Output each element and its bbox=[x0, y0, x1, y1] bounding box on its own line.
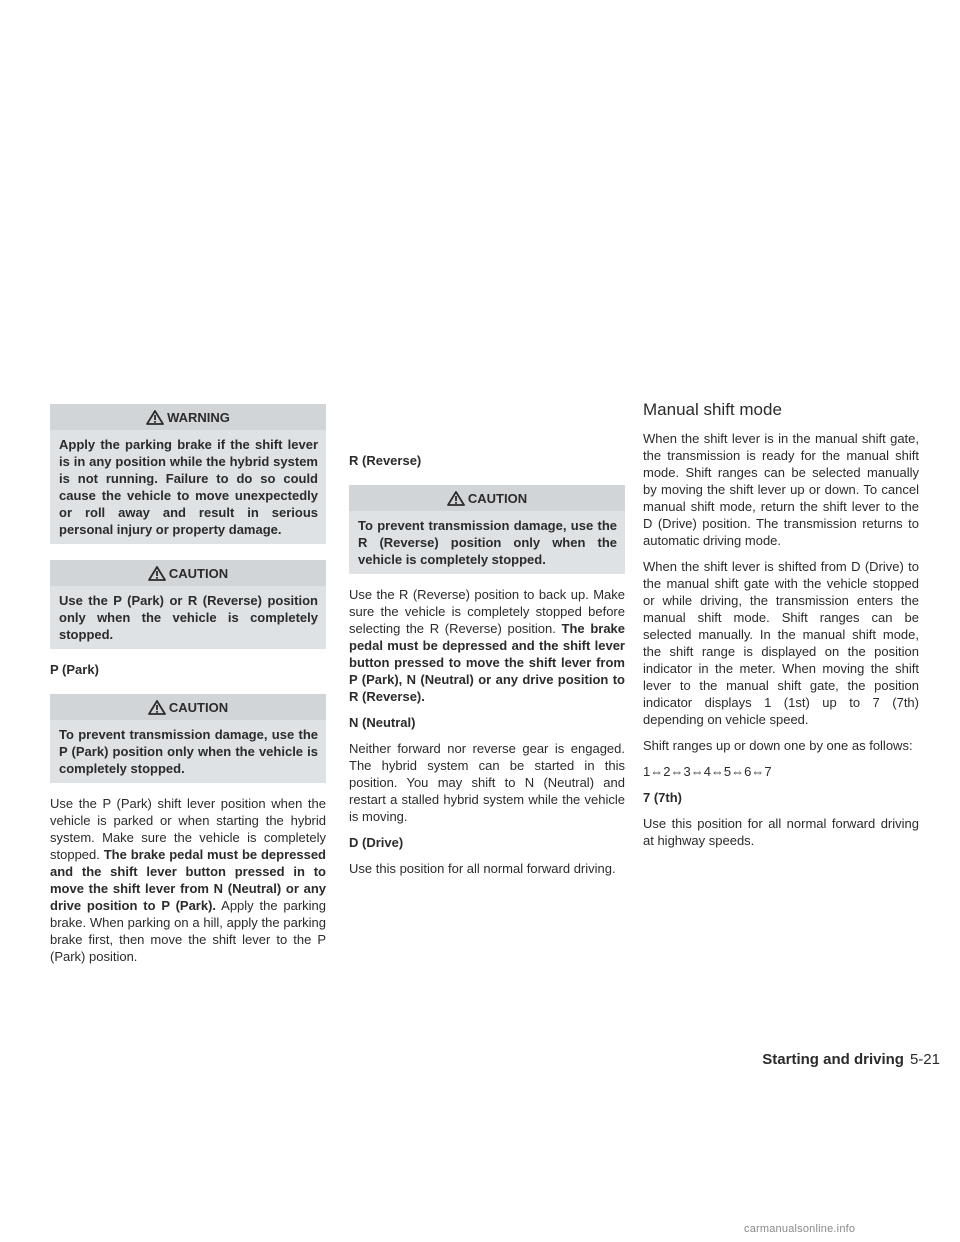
park-paragraph bbox=[50, 795, 326, 965]
column-left bbox=[50, 404, 326, 974]
warning-triangle-icon bbox=[447, 491, 465, 506]
seventh-paragraph: Use this position for all normal forward driving at highway speeds. bbox=[643, 816, 919, 848]
reverse-paragraph bbox=[349, 586, 625, 705]
column-middle bbox=[349, 452, 625, 886]
neutral-paragraph: Neither forward nor reverse gear is engaged. The hybrid system can be started in this position. You may shift to N (Neutral) and restart a stalled hybrid system while the vehicle is moving. bbox=[349, 741, 625, 824]
warning-header bbox=[50, 404, 326, 430]
warning-triangle-icon bbox=[148, 566, 166, 581]
neutral-heading: N (Neutral) bbox=[349, 715, 416, 730]
reverse-heading: R (Reverse) bbox=[349, 453, 422, 468]
caution-body: To prevent transmission damage, use the R (Reverse) position only when the vehicle is completely stopped. bbox=[358, 518, 617, 567]
caution-header bbox=[50, 694, 326, 720]
drive-paragraph: Use this position for all normal forward driving. bbox=[349, 861, 616, 876]
watermark: carmanualsonline.info bbox=[744, 1223, 856, 1235]
caution-box bbox=[50, 694, 326, 783]
caution-title: CAUTION bbox=[467, 490, 528, 506]
manual-paragraph-1: When the shift lever is in the manual shift gate, the transmission is ready for the manual shift mode. Shift ranges can be selected manually by moving the shift lever up or down. To cancel manual shift mode, return the shift lever to the D (Drive) position. The transmission returns to automatic driving mode. bbox=[643, 431, 919, 548]
shift-sequence: 1⇔2⇔3⇔4⇔5⇔6⇔7 bbox=[643, 764, 772, 779]
caution-body: Use the P (Park) or R (Reverse) position only when the vehicle is completely stopped. bbox=[59, 593, 318, 642]
reverse-text: Use the R (Reverse) position to back up. Make sure the vehicle is completely stopped before selecting the R (Reverse) position. bbox=[349, 587, 625, 636]
seventh-heading: 7 (7th) bbox=[643, 790, 682, 805]
page-footer bbox=[750, 1050, 940, 1070]
park-text-bold: The brake pedal must be depressed and the shift lever button pressed in to move the shift lever from N (Neutral) or any drive position to P (Park). bbox=[50, 847, 326, 913]
caution-header bbox=[349, 485, 625, 511]
column-right bbox=[643, 400, 919, 858]
caution-title: CAUTION bbox=[168, 699, 229, 715]
page-number: 5-21 bbox=[909, 1051, 940, 1068]
footer-section: Starting and driving bbox=[762, 1051, 904, 1068]
manual-paragraph-3: Shift ranges up or down one by one as follows: bbox=[643, 738, 913, 753]
caution-box bbox=[50, 560, 326, 649]
warning-triangle-icon bbox=[146, 410, 164, 425]
warning-triangle-icon bbox=[148, 700, 166, 715]
caution-header bbox=[50, 560, 326, 586]
warning-body: Apply the parking brake if the shift lever is in any position while the hybrid system is not running. Failure to do so could cause the vehicle to move unexpectedly or roll away and result in serious personal injury or property damage. bbox=[59, 437, 318, 537]
caution-box bbox=[349, 485, 625, 574]
warning-title: WARNING bbox=[167, 409, 230, 425]
park-heading: P (Park) bbox=[50, 662, 99, 677]
park-text-continued: Apply the parking brake. When parking on a hill, apply the parking brake first, then move the shift lever to the P (Park) position. bbox=[50, 898, 326, 964]
section-title: Manual shift mode bbox=[643, 400, 782, 419]
caution-body: To prevent transmission damage, use the P (Park) position only when the vehicle is completely stopped. bbox=[59, 727, 318, 776]
park-text: Use the P (Park) shift lever position when the vehicle is parked or when starting the hybrid system. Make sure the vehicle is completely stopped. bbox=[50, 796, 326, 862]
drive-heading: D (Drive) bbox=[349, 835, 404, 850]
manual-paragraph-2: When the shift lever is shifted from D (Drive) to the manual shift gate with the vehicle stopped or while driving, the transmission enters the manual shift mode. Shift ranges can be selected manually. In the manual shift mode, the shift range is displayed on the position indicator in the meter. When moving the shift lever to the manual shift gate, the position indicator displays 1 (1st) up to 7 (7th) depending on vehicle speed. bbox=[643, 559, 919, 727]
caution-title: CAUTION bbox=[168, 565, 229, 581]
warning-box bbox=[50, 404, 326, 544]
reverse-text-bold: The brake pedal must be depressed and the shift lever button pressed to move the shift lever from P (Park), N (Neutral) or any drive position to R (Reverse). bbox=[349, 621, 626, 704]
